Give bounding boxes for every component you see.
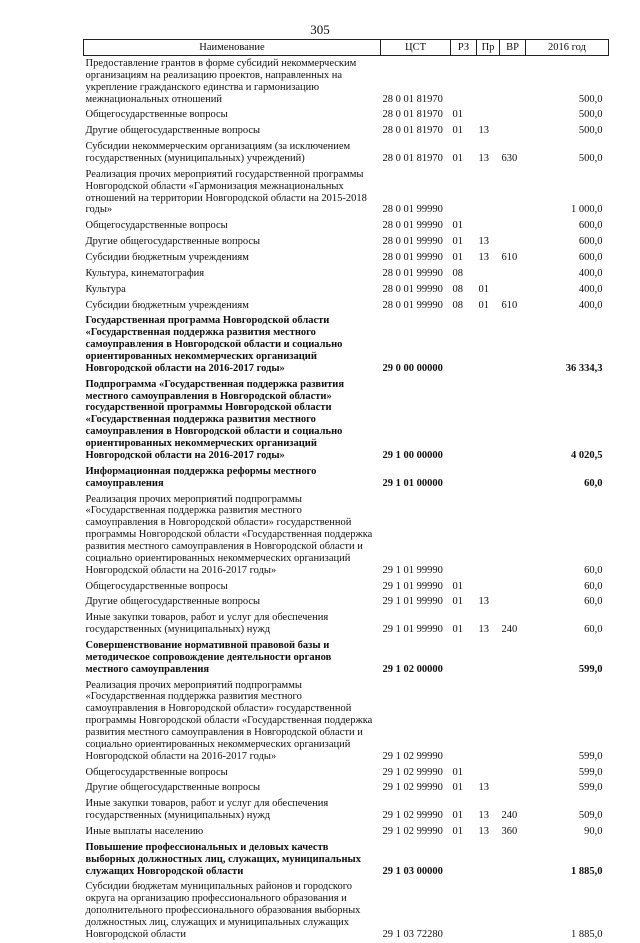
cell-pr xyxy=(477,218,500,234)
cell-pr: 13 xyxy=(478,825,489,837)
cell-amount: 1 000,0 xyxy=(571,204,603,216)
cell-pr xyxy=(477,579,500,595)
cell-vr: 240 xyxy=(501,624,518,636)
cell-pr: 13 xyxy=(478,810,489,822)
cell-amount: 500,0 xyxy=(578,93,603,105)
header-vr: ВР xyxy=(500,40,526,56)
cell-pr xyxy=(477,840,500,880)
cell-cst: 29 1 02 99990 xyxy=(382,750,443,762)
cell-name: Другие общегосударственные вопросы xyxy=(85,125,261,137)
cell-pr: 13 xyxy=(478,252,489,264)
cell-rz: 01 xyxy=(452,766,463,778)
cell-pr xyxy=(477,266,500,282)
cell-pr xyxy=(477,879,500,942)
cell-vr xyxy=(500,765,526,781)
cell-rz xyxy=(451,377,477,464)
cell-name: Другие общегосударственные вопросы xyxy=(85,596,261,608)
cell-cst: 29 1 02 99990 xyxy=(382,825,443,837)
cell-cst: 29 1 02 99990 xyxy=(382,810,443,822)
cell-amount: 400,0 xyxy=(578,299,603,311)
cell-cst: 29 1 01 99990 xyxy=(382,624,443,636)
cell-vr: 610 xyxy=(501,252,518,264)
cell-pr xyxy=(477,107,500,123)
cell-rz xyxy=(451,678,477,765)
cell-name: Другие общегосударственные вопросы xyxy=(85,782,261,794)
cell-rz: 01 xyxy=(452,580,463,592)
cell-rz xyxy=(451,313,477,376)
cell-vr xyxy=(500,234,526,250)
cell-name: Реализация прочих мероприятий подпрограммы «Государственная поддержка развития местного самоуправления в Новгородской области» государственной программы Новгородской области «Государственная поддержка развития местного самоуправления в Новгородской области и социально ориентированных некоммерческих организаций Новгородской области на 2016-2017 годы» xyxy=(85,679,373,762)
cell-cst: 28 0 01 99990 xyxy=(382,283,443,295)
cell-amount: 509,0 xyxy=(578,810,603,822)
cell-vr xyxy=(500,282,526,298)
cell-rz xyxy=(451,879,477,942)
cell-name: Субсидии бюджетам муниципальных районов и городского округа на организацию профессионального образования и дополнительного профессионального образования выборных должностных лиц, служащих и муниципальных служащих Новгородской области xyxy=(85,881,361,940)
cell-amount: 599,0 xyxy=(578,766,603,778)
table-row xyxy=(84,824,609,840)
cell-pr: 01 xyxy=(478,299,489,311)
cell-vr: 360 xyxy=(501,825,518,837)
cell-amount: 60,0 xyxy=(584,564,603,576)
cell-cst: 28 0 01 81970 xyxy=(382,109,443,121)
cell-vr xyxy=(500,464,526,492)
cell-name: Субсидии некоммерческим организациям (за исключением государственных (муниципальных) учреждений) xyxy=(85,141,351,165)
table-row xyxy=(84,282,609,298)
cell-cst: 28 0 01 81970 xyxy=(382,153,443,165)
table-row xyxy=(84,218,609,234)
cell-vr xyxy=(500,840,526,880)
cell-vr xyxy=(500,594,526,610)
table-row xyxy=(84,313,609,376)
cell-cst: 29 1 01 99990 xyxy=(382,564,443,576)
cell-cst: 29 1 03 00000 xyxy=(382,865,443,877)
header-cst: ЦСТ xyxy=(381,40,451,56)
cell-vr: 610 xyxy=(501,299,518,311)
cell-pr: 13 xyxy=(478,236,489,248)
cell-rz xyxy=(451,167,477,218)
table-row xyxy=(84,56,609,108)
table-row xyxy=(84,594,609,610)
cell-rz: 01 xyxy=(452,596,463,608)
cell-name: Иные закупки товаров, работ и услуг для обеспечения государственных (муниципальных) нужд xyxy=(85,798,329,822)
cell-cst: 29 1 02 99990 xyxy=(382,766,443,778)
cell-rz: 01 xyxy=(452,125,463,137)
cell-vr: 240 xyxy=(501,810,518,822)
cell-cst: 28 0 01 81970 xyxy=(382,125,443,137)
table-row xyxy=(84,123,609,139)
cell-vr xyxy=(500,107,526,123)
cell-vr xyxy=(500,123,526,139)
cell-amount: 600,0 xyxy=(578,236,603,248)
cell-pr: 13 xyxy=(478,596,489,608)
cell-amount: 500,0 xyxy=(578,109,603,121)
cell-rz: 08 xyxy=(452,283,463,295)
cell-pr xyxy=(477,377,500,464)
cell-vr xyxy=(500,313,526,376)
cell-pr: 13 xyxy=(478,125,489,137)
cell-amount: 600,0 xyxy=(578,252,603,264)
table-row xyxy=(84,139,609,167)
cell-pr xyxy=(477,167,500,218)
cell-cst: 28 0 01 99990 xyxy=(382,236,443,248)
cell-cst: 28 0 01 99990 xyxy=(382,299,443,311)
cell-name: Культура, кинематография xyxy=(85,267,205,279)
table-row xyxy=(84,796,609,824)
cell-vr xyxy=(500,579,526,595)
table-row xyxy=(84,678,609,765)
cell-amount: 599,0 xyxy=(578,750,603,762)
cell-rz: 01 xyxy=(452,782,463,794)
table-row xyxy=(84,377,609,464)
table-row xyxy=(84,234,609,250)
cell-vr xyxy=(500,167,526,218)
cell-cst: 29 1 03 72280 xyxy=(382,928,443,940)
page-number: 305 xyxy=(310,22,330,37)
cell-vr xyxy=(500,780,526,796)
table-row xyxy=(84,266,609,282)
cell-pr xyxy=(477,492,500,579)
table-row xyxy=(84,780,609,796)
cell-name: Субсидии бюджетным учреждениям xyxy=(85,252,249,264)
cell-vr xyxy=(500,218,526,234)
cell-name: Совершенствование нормативной правовой базы и методическое сопровождение деятельности органов местного самоуправления xyxy=(85,639,332,675)
cell-pr: 13 xyxy=(478,624,489,636)
cell-amount: 1 885,0 xyxy=(571,928,603,940)
cell-pr xyxy=(477,678,500,765)
table-row xyxy=(84,879,609,942)
cell-rz xyxy=(451,464,477,492)
cell-amount: 1 885,0 xyxy=(571,865,603,877)
cell-rz xyxy=(451,56,477,108)
cell-cst: 29 1 01 99990 xyxy=(382,596,443,608)
cell-vr xyxy=(500,638,526,678)
cell-amount: 4 020,5 xyxy=(571,449,603,461)
table-row xyxy=(84,167,609,218)
table-row xyxy=(84,464,609,492)
cell-vr xyxy=(500,56,526,108)
cell-name: Государственная программа Новгородской области «Государственная поддержка развития местного самоуправления в Новгородской области и социально ориентированных некоммерческих организаций Новгородской области на 2016-2017 годы» xyxy=(85,315,343,374)
cell-cst: 28 0 01 81970 xyxy=(382,93,443,105)
cell-cst: 28 0 01 99990 xyxy=(382,204,443,216)
table-row xyxy=(84,638,609,678)
header-amount: 2016 год xyxy=(526,40,609,56)
cell-amount: 90,0 xyxy=(584,825,603,837)
cell-amount: 599,0 xyxy=(578,663,603,675)
cell-name: Другие общегосударственные вопросы xyxy=(85,236,261,248)
cell-cst: 28 0 01 99990 xyxy=(382,267,443,279)
cell-pr xyxy=(477,464,500,492)
cell-rz: 01 xyxy=(452,810,463,822)
cell-rz: 01 xyxy=(452,220,463,232)
header-pr: Пр xyxy=(477,40,500,56)
cell-rz: 01 xyxy=(452,153,463,165)
cell-cst: 28 0 01 99990 xyxy=(382,220,443,232)
cell-amount: 500,0 xyxy=(578,153,603,165)
table-row xyxy=(84,840,609,880)
cell-rz: 01 xyxy=(452,109,463,121)
cell-name: Информационная поддержка реформы местного самоуправления xyxy=(85,465,317,489)
cell-pr: 13 xyxy=(478,153,489,165)
cell-rz: 01 xyxy=(452,236,463,248)
cell-vr xyxy=(500,377,526,464)
cell-cst: 29 1 00 00000 xyxy=(382,449,443,461)
cell-amount: 500,0 xyxy=(578,125,603,137)
cell-cst: 29 1 01 00000 xyxy=(382,477,443,489)
cell-name: Иные выплаты населению xyxy=(85,825,204,837)
cell-rz: 01 xyxy=(452,825,463,837)
cell-amount: 400,0 xyxy=(578,283,603,295)
cell-vr xyxy=(500,879,526,942)
cell-pr xyxy=(477,765,500,781)
cell-amount: 60,0 xyxy=(584,596,603,608)
header-name: Наименование xyxy=(84,40,381,56)
table-row xyxy=(84,107,609,123)
table-row xyxy=(84,765,609,781)
cell-cst: 29 1 02 00000 xyxy=(382,663,443,675)
cell-rz: 01 xyxy=(452,624,463,636)
budget-table xyxy=(83,39,609,943)
cell-amount: 599,0 xyxy=(578,782,603,794)
cell-name: Общегосударственные вопросы xyxy=(85,109,228,121)
cell-rz: 08 xyxy=(452,299,463,311)
cell-cst: 29 0 00 00000 xyxy=(382,362,443,374)
cell-amount: 60,0 xyxy=(584,580,603,592)
cell-rz xyxy=(451,492,477,579)
cell-name: Иные закупки товаров, работ и услуг для обеспечения государственных (муниципальных) нужд xyxy=(85,612,329,636)
cell-name: Подпрограмма «Государственная поддержка развития местного самоуправления в Новгородской области» государственной программы Новгородской области «Государственная поддержка развития местного самоуправления в Новгородской области и социально ориентированных некоммерческих организаций Новгородской области на 2016-2017 годы» xyxy=(85,378,345,461)
cell-name: Субсидии бюджетным учреждениям xyxy=(85,299,249,311)
cell-vr xyxy=(500,266,526,282)
cell-pr: 01 xyxy=(478,283,489,295)
cell-name: Реализация прочих мероприятий подпрограммы «Государственная поддержка развития местного самоуправления в Новгородской области» государственной программы Новгородской области «Государственная поддержка развития местного самоуправления в Новгородской области и социально ориентированных некоммерческих организаций Новгородской области на 2016-2017 годы» xyxy=(85,493,373,576)
cell-rz: 08 xyxy=(452,267,463,279)
cell-name: Культура xyxy=(85,283,126,295)
cell-name: Общегосударственные вопросы xyxy=(85,580,228,592)
header-rz: РЗ xyxy=(451,40,477,56)
table-body xyxy=(84,56,609,943)
cell-pr xyxy=(477,313,500,376)
table-row xyxy=(84,298,609,314)
cell-cst: 28 0 01 99990 xyxy=(382,252,443,264)
cell-name: Предоставление грантов в форме субсидий некоммерческим организациям на реализацию проектов, направленных на укрепление гражданского единства и гармонизацию межнациональных отношений xyxy=(85,58,357,105)
cell-name: Общегосударственные вопросы xyxy=(85,766,228,778)
cell-vr: 630 xyxy=(501,153,518,165)
cell-pr xyxy=(477,56,500,108)
cell-rz xyxy=(451,638,477,678)
table-row xyxy=(84,610,609,638)
table-row xyxy=(84,250,609,266)
table-row xyxy=(84,492,609,579)
table-header-row xyxy=(84,40,609,56)
cell-name: Повышение профессиональных и деловых качеств выборных должностных лиц, служащих, муниципальных служащих Новгородской области xyxy=(85,841,361,877)
cell-amount: 400,0 xyxy=(578,267,603,279)
cell-rz: 01 xyxy=(452,252,463,264)
cell-amount: 36 334,3 xyxy=(565,362,603,374)
cell-name: Реализация прочих мероприятий государственной программы Новгородской области «Гармонизация межнациональных отношений на территории Новгородской области на 2015-2018 годы» xyxy=(85,168,367,216)
cell-pr: 13 xyxy=(478,782,489,794)
cell-amount: 60,0 xyxy=(584,477,603,489)
cell-amount: 60,0 xyxy=(584,624,603,636)
table-row xyxy=(84,579,609,595)
cell-vr xyxy=(500,678,526,765)
cell-vr xyxy=(500,492,526,579)
cell-cst: 29 1 01 99990 xyxy=(382,580,443,592)
cell-name: Общегосударственные вопросы xyxy=(85,220,228,232)
cell-amount: 600,0 xyxy=(578,220,603,232)
cell-rz xyxy=(451,840,477,880)
cell-pr xyxy=(477,638,500,678)
cell-cst: 29 1 02 99990 xyxy=(382,782,443,794)
